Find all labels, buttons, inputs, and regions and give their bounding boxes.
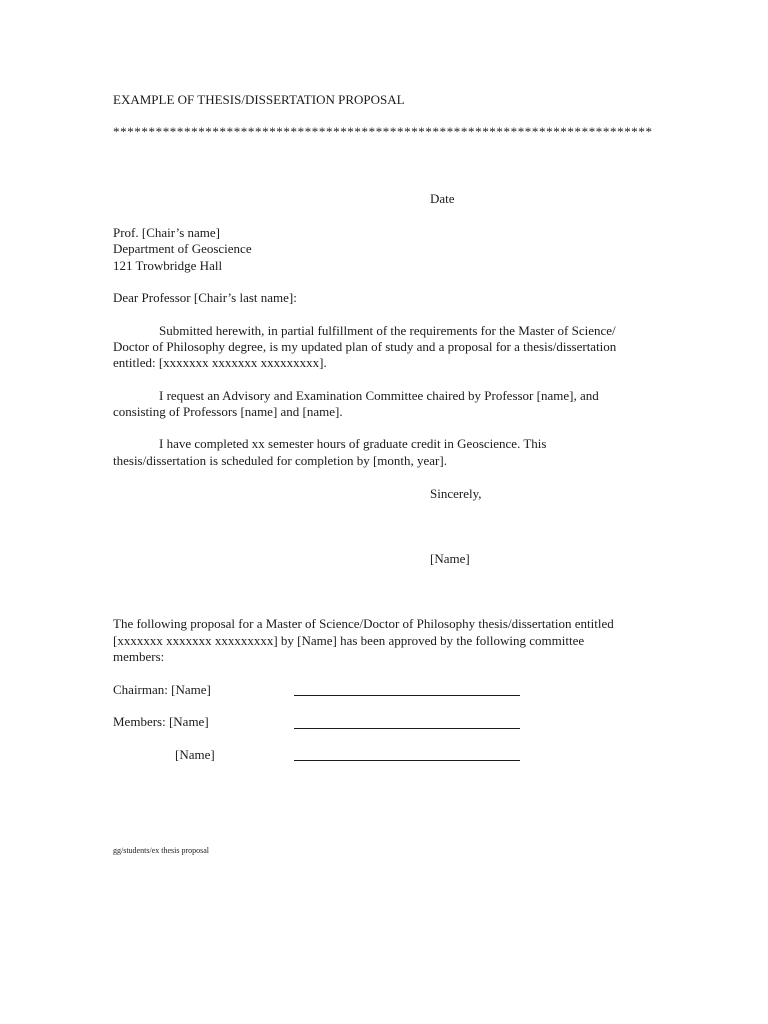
document-title: EXAMPLE OF THESIS/DISSERTATION PROPOSAL xyxy=(113,92,405,107)
paragraph-1-line-3: entitled: [xxxxxxx xxxxxxx xxxxxxxxx]. xyxy=(113,355,327,370)
recipient-department: Department of Geoscience xyxy=(113,241,252,256)
date-label: Date xyxy=(430,191,455,206)
paragraph-3-line-2: thesis/dissertation is scheduled for completion by [month, year]. xyxy=(113,453,447,468)
paragraph-1-line-2: Doctor of Philosophy degree, is my updated plan of study and a proposal for a thesis/dissertation xyxy=(113,339,617,354)
chairman-signature-line xyxy=(294,695,520,696)
asterisk-separator: **************************************************************************** xyxy=(113,124,653,139)
approval-line-3: members: xyxy=(113,649,165,664)
footer-file-path: gg/students/ex thesis proposal xyxy=(113,846,209,855)
paragraph-2-line-2: consisting of Professors [name] and [name]. xyxy=(113,404,343,419)
closing: Sincerely, xyxy=(430,486,482,501)
approval-line-1: The following proposal for a Master of Science/Doctor of Philosophy thesis/dissertation entitled xyxy=(113,616,614,631)
member-2-signature-line xyxy=(294,760,520,761)
recipient-address: 121 Trowbridge Hall xyxy=(113,258,223,273)
paragraph-3-line-1: I have completed xx semester hours of graduate credit in Geoscience. This xyxy=(159,436,547,451)
paragraph-1-line-1: Submitted herewith, in partial fulfillment of the requirements for the Master of Science/ xyxy=(159,323,616,338)
member-2-name: [Name] xyxy=(175,747,215,762)
salutation: Dear Professor [Chair’s last name]: xyxy=(113,290,297,305)
paragraph-2-line-1: I request an Advisory and Examination Committee chaired by Professor [name], and xyxy=(159,388,599,403)
chairman-label: Chairman: [Name] xyxy=(113,682,211,697)
approval-line-2: [xxxxxxx xxxxxxx xxxxxxxxx] by [Name] has been approved by the following committee xyxy=(113,633,585,648)
member-1-signature-line xyxy=(294,728,520,729)
signature-name: [Name] xyxy=(430,551,470,566)
members-label: Members: [Name] xyxy=(113,714,209,729)
recipient-name: Prof. [Chair’s name] xyxy=(113,225,220,240)
